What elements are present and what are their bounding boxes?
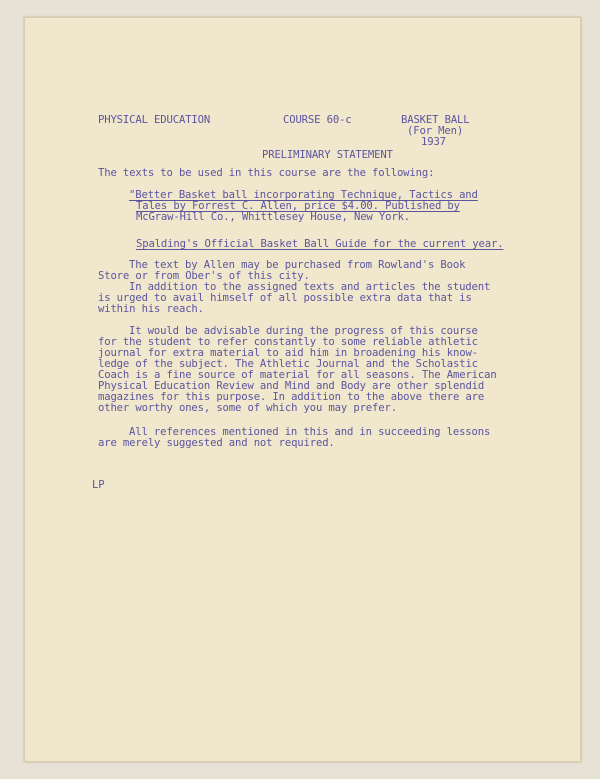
paragraph-line: Physical Education Review and Mind and Body are other splendid (98, 380, 485, 392)
intro-line: The texts to be used in this course are the following: (98, 167, 435, 179)
paragraph-line: other worthy ones, some of which you may prefer. (98, 402, 397, 414)
course-year: 1937 (421, 136, 446, 148)
paragraph-line: ledge of the subject. The Athletic Journal and the Scholastic (98, 358, 478, 370)
paragraph-line: journal for extra material to aid him in broadening his know- (98, 347, 478, 359)
paragraph-line: Store or from Ober's of this city. (98, 270, 310, 282)
department-label: PHYSICAL EDUCATION (98, 114, 211, 126)
textbook-line: McGraw-Hill Co., Whittlesey House, New York. (136, 211, 411, 223)
guide-entry: Spalding's Official Basket Ball Guide for the current year. (136, 238, 504, 250)
textbook-line: "Better Basket ball incorporating Technique, Tactics and (129, 189, 478, 201)
paragraph-line: In addition to the assigned texts and articles the student (129, 281, 491, 293)
subject-title: BASKET BALL (401, 114, 470, 126)
paragraph-line: for the student to refer constantly to some reliable athletic (98, 336, 478, 348)
paragraph-line: within his reach. (98, 303, 204, 315)
paragraph-line: All references mentioned in this and in succeeding lessons (129, 426, 491, 438)
paragraph-line: Coach is a fine source of material for all seasons. The American (98, 369, 497, 381)
course-number: COURSE 60-c (283, 114, 352, 126)
paragraph-line: are merely suggested and not required. (98, 437, 335, 449)
paragraph-line: is urged to avail himself of all possible extra data that is (98, 292, 472, 304)
paragraph-line: It would be advisable during the progress of this course (129, 325, 478, 337)
subject-subtitle: (For Men) (407, 125, 464, 137)
paragraph-line: magazines for this purpose. In addition to the above there are (98, 391, 485, 403)
document-page (24, 17, 581, 762)
page-title: PRELIMINARY STATEMENT (262, 149, 393, 161)
author-initials: LP (92, 479, 105, 491)
textbook-line: Tales by Forrest C. Allen, price $4.00. Published by (136, 200, 460, 212)
paragraph-line: The text by Allen may be purchased from Rowland's Book (129, 259, 466, 271)
